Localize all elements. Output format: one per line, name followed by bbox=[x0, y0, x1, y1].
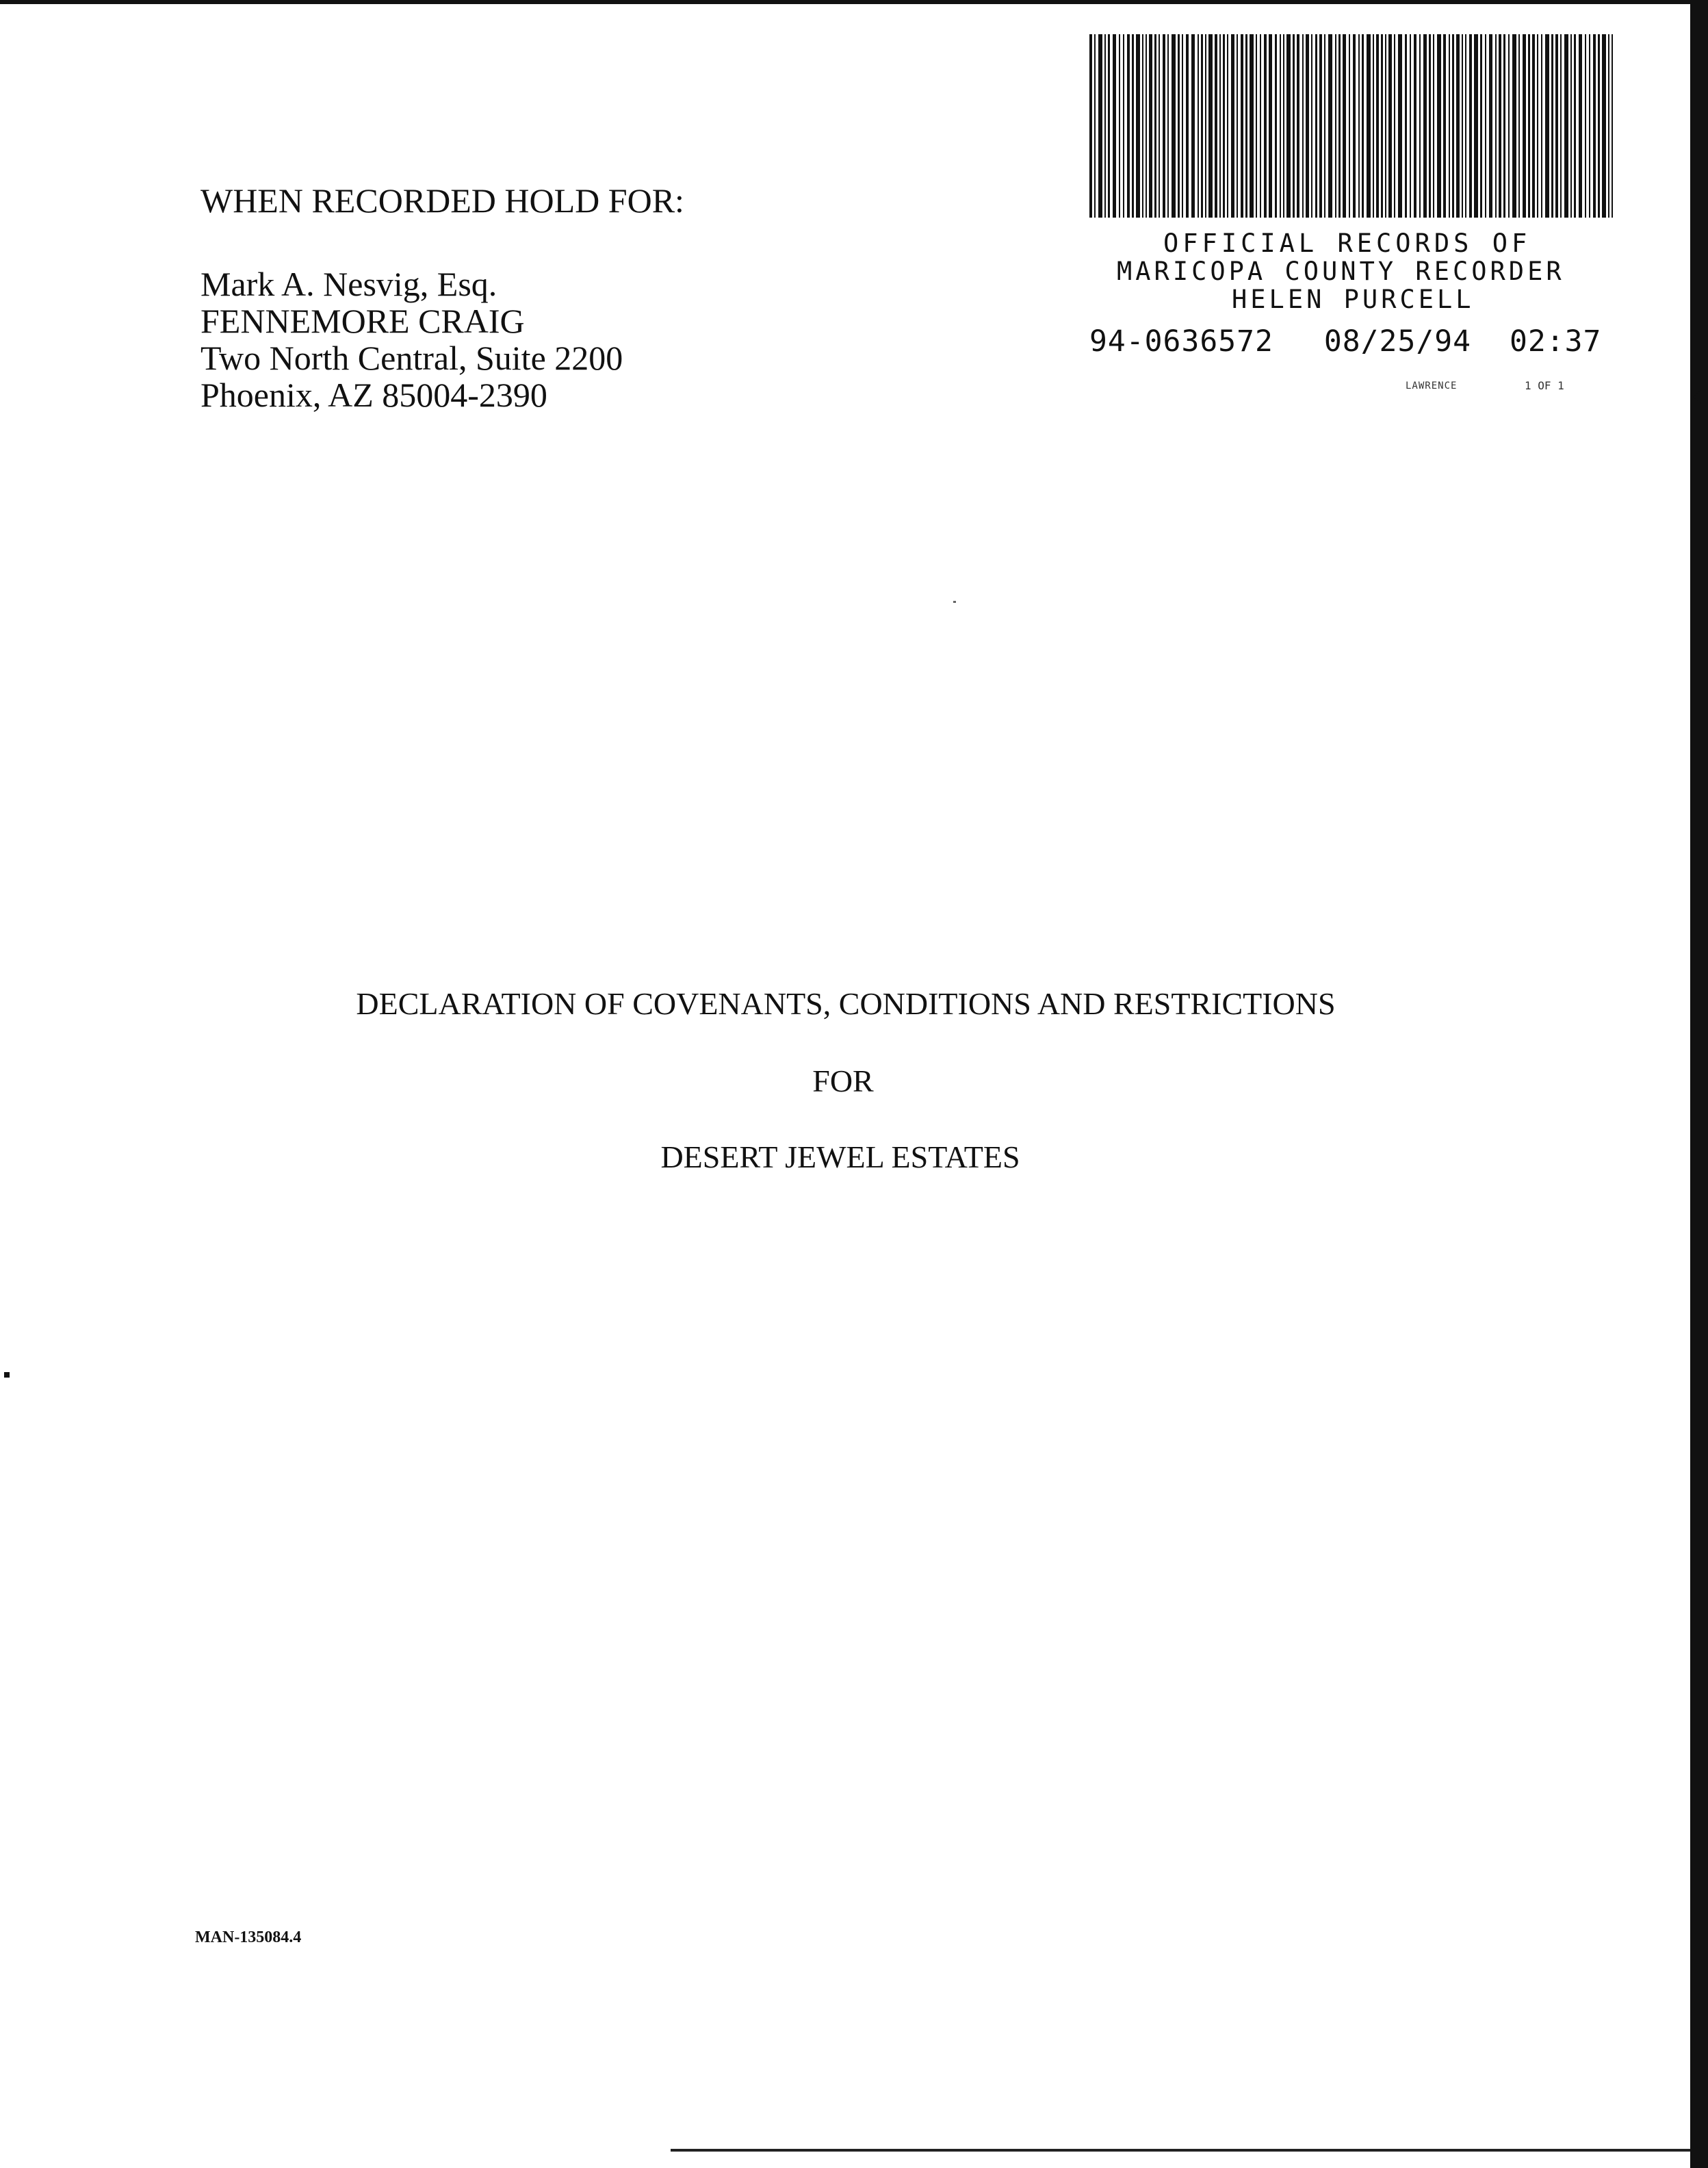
barcode-bar bbox=[1223, 34, 1225, 218]
barcode-bar bbox=[1367, 34, 1371, 218]
barcode-bar bbox=[1280, 34, 1281, 218]
barcode-bar bbox=[1414, 34, 1416, 218]
barcode-bar bbox=[1469, 34, 1472, 218]
barcode-bar bbox=[1089, 34, 1092, 218]
barcode-bar bbox=[1555, 34, 1558, 218]
barcode-bar bbox=[1250, 34, 1254, 218]
barcode-bar bbox=[1593, 34, 1596, 218]
barcode-bar bbox=[1260, 34, 1261, 218]
barcode-bar bbox=[1335, 34, 1336, 218]
barcode-bar bbox=[1227, 34, 1228, 218]
recording-date: 08/25/94 bbox=[1323, 324, 1471, 359]
barcode-bar bbox=[1358, 34, 1360, 218]
barcode-bar bbox=[1159, 34, 1160, 218]
barcode-bar bbox=[1528, 34, 1530, 218]
barcode-bar bbox=[1136, 34, 1140, 218]
barcode-bar bbox=[1410, 34, 1411, 218]
barcode-bar bbox=[1205, 34, 1206, 218]
barcode-bar bbox=[1598, 34, 1600, 218]
barcode-bar bbox=[1373, 34, 1374, 218]
barcode-bar bbox=[1302, 34, 1304, 218]
barcode-bar bbox=[1512, 34, 1516, 218]
recorder-line-3: HELEN PURCELL bbox=[1232, 285, 1475, 314]
barcode-bar bbox=[1172, 34, 1176, 218]
barcode-bar bbox=[1178, 34, 1180, 218]
barcode-bar bbox=[1264, 34, 1267, 218]
barcode-bar bbox=[1405, 34, 1407, 218]
barcode-bar bbox=[1419, 34, 1421, 218]
barcode-bar bbox=[1328, 34, 1332, 218]
barcode-bar bbox=[1523, 34, 1526, 218]
barcode-bar bbox=[1306, 34, 1309, 218]
barcode-bar bbox=[1589, 34, 1590, 218]
barcode-bar bbox=[1186, 34, 1189, 218]
barcode-bar bbox=[1098, 34, 1102, 218]
barcode-bar bbox=[1094, 34, 1096, 218]
barcode-bar bbox=[1182, 34, 1183, 218]
barcode-bar bbox=[1495, 34, 1497, 218]
scan-notch bbox=[1693, 390, 1701, 404]
barcode-bar bbox=[1537, 34, 1538, 218]
barcode-bar bbox=[1532, 34, 1535, 218]
barcode-bar bbox=[1602, 34, 1606, 218]
barcode-bar bbox=[1311, 34, 1312, 218]
barcode-bar bbox=[1456, 34, 1460, 218]
barcode-bar bbox=[1564, 34, 1568, 218]
addressee-street: Two North Central, Suite 2200 bbox=[200, 339, 623, 377]
barcode-bar bbox=[1452, 34, 1454, 218]
barcode-bar bbox=[1269, 34, 1272, 218]
barcode-bar bbox=[1485, 34, 1486, 218]
recorder-line-2: MARICOPA COUNTY RECORDER bbox=[1117, 257, 1565, 286]
barcode-bar bbox=[1283, 34, 1284, 218]
barcode-bar bbox=[1394, 34, 1395, 218]
page-marker: 1 OF 1 bbox=[1525, 379, 1564, 392]
barcode-bar bbox=[1154, 34, 1156, 218]
barcode-bar bbox=[1231, 34, 1234, 218]
barcode-bar bbox=[1449, 34, 1450, 218]
barcode-bar bbox=[1381, 34, 1383, 218]
barcode-bar bbox=[1349, 34, 1350, 218]
document-title: DECLARATION OF COVENANTS, CONDITIONS AND RESTRICTIONS bbox=[356, 986, 1336, 1021]
barcode-bar bbox=[1465, 34, 1466, 218]
barcode-bar bbox=[1433, 34, 1434, 218]
barcode-bar bbox=[1474, 34, 1478, 218]
scan-edge-bottom bbox=[671, 2149, 1690, 2152]
barcode-bar bbox=[1208, 34, 1213, 218]
barcode-bar bbox=[1429, 34, 1431, 218]
addressee-firm: FENNEMORE CRAIG bbox=[200, 302, 525, 340]
barcode-bar bbox=[1123, 34, 1124, 218]
barcode-bar bbox=[1353, 34, 1356, 218]
barcode-bar bbox=[1388, 34, 1392, 218]
barcode-bar bbox=[1198, 34, 1199, 218]
scan-edge-top bbox=[0, 0, 1708, 4]
barcode-bar bbox=[1443, 34, 1446, 218]
barcode-bar bbox=[1551, 34, 1553, 218]
clerk-name: LAWRENCE bbox=[1406, 380, 1458, 391]
barcode-bar bbox=[1480, 34, 1482, 218]
scan-speck bbox=[953, 601, 956, 603]
barcode-bar bbox=[1585, 34, 1586, 218]
recording-info bbox=[1089, 324, 1601, 359]
barcode-bar bbox=[1142, 34, 1143, 218]
document-title-for: FOR bbox=[812, 1063, 874, 1098]
barcode-bar bbox=[1508, 34, 1510, 218]
barcode-bar bbox=[1286, 34, 1291, 218]
barcode-bar bbox=[1201, 34, 1203, 218]
barcode-bar bbox=[1398, 34, 1402, 218]
barcode-bar bbox=[1343, 34, 1346, 218]
barcode-bar bbox=[1241, 34, 1243, 218]
barcode-bar bbox=[1574, 34, 1576, 218]
barcode-bar bbox=[1570, 34, 1572, 218]
addressee-name: Mark A. Nesvig, Esq. bbox=[200, 265, 497, 303]
barcode-bar bbox=[1315, 34, 1317, 218]
barcode-bar bbox=[1437, 34, 1441, 218]
barcode-bar bbox=[1362, 34, 1364, 218]
barcode-bar bbox=[1275, 34, 1277, 218]
barcode-bar bbox=[1338, 34, 1341, 218]
barcode-bar bbox=[1256, 34, 1257, 218]
barcode-image bbox=[1089, 34, 1614, 218]
recording-time: 02:37 bbox=[1510, 324, 1602, 359]
barcode-bar bbox=[1237, 34, 1238, 218]
barcode-bar bbox=[1324, 34, 1325, 218]
barcode-bar bbox=[1215, 34, 1217, 218]
document-number: 94-0636572 bbox=[1089, 324, 1273, 359]
barcode-bar bbox=[1579, 34, 1582, 218]
barcode-bar bbox=[1163, 34, 1165, 218]
barcode-bar bbox=[1119, 34, 1120, 218]
barcode-bar bbox=[1423, 34, 1427, 218]
barcode-bar bbox=[1127, 34, 1130, 218]
barcode-bar bbox=[1191, 34, 1195, 218]
barcode-bar bbox=[1608, 34, 1609, 218]
barcode-bar bbox=[1545, 34, 1549, 218]
barcode-bar bbox=[1612, 34, 1613, 218]
barcode-bar bbox=[1149, 34, 1152, 218]
barcode-bar bbox=[1518, 34, 1520, 218]
barcode-bar bbox=[1245, 34, 1247, 218]
barcode-bar bbox=[1146, 34, 1147, 218]
scan-speck-left bbox=[4, 1372, 10, 1378]
barcode-bar bbox=[1560, 34, 1562, 218]
barcode-bar bbox=[1541, 34, 1542, 218]
barcode-bar bbox=[1489, 34, 1492, 218]
barcode-bar bbox=[1499, 34, 1501, 218]
barcode-bar bbox=[1219, 34, 1221, 218]
barcode-bar bbox=[1385, 34, 1386, 218]
barcode-bar bbox=[1113, 34, 1116, 218]
hold-for-heading: WHEN RECORDED HOLD FOR: bbox=[200, 181, 684, 220]
document-subject: DESERT JEWEL ESTATES bbox=[660, 1139, 1020, 1174]
recorder-line-1: OFFICIAL RECORDS OF bbox=[1163, 229, 1531, 258]
barcode-bar bbox=[1297, 34, 1299, 218]
barcode-bar bbox=[1503, 34, 1505, 218]
barcode-bar bbox=[1104, 34, 1106, 218]
barcode-bar bbox=[1293, 34, 1295, 218]
barcode-bar bbox=[1462, 34, 1463, 218]
barcode-bar bbox=[1167, 34, 1169, 218]
barcode-bar bbox=[1376, 34, 1379, 218]
document-id: MAN-135084.4 bbox=[195, 1928, 302, 1946]
barcode-bar bbox=[1319, 34, 1322, 218]
barcode-bar bbox=[1132, 34, 1134, 218]
addressee-city: Phoenix, AZ 85004-2390 bbox=[200, 376, 547, 414]
barcode-bar bbox=[1108, 34, 1110, 218]
